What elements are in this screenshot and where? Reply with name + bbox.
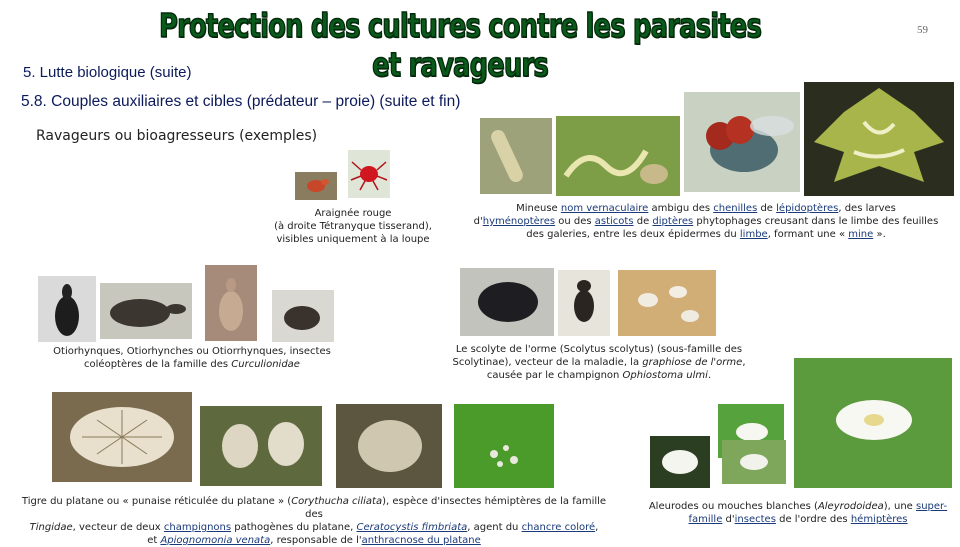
miner-text: , des larves bbox=[838, 203, 896, 214]
caption-scolyte-text: . bbox=[707, 370, 712, 381]
slide-title: Protection des cultures contre les parasites et ravageurs bbox=[158, 6, 762, 84]
link-asticots[interactable]: asticots bbox=[594, 216, 634, 227]
link-lepidopteres[interactable]: lépidoptères bbox=[776, 203, 839, 214]
link-chenilles[interactable]: chenilles bbox=[713, 203, 758, 214]
miner-text: de bbox=[633, 216, 653, 227]
caption-weevil-line2: coléoptères de la famille des bbox=[84, 359, 232, 370]
scolyte-1-photo bbox=[460, 268, 554, 336]
examples-heading: Ravageurs ou bioagresseurs (exemples) bbox=[36, 128, 318, 144]
miner-text: ambigu des bbox=[648, 203, 714, 214]
caption-tigre-family: Tingidae bbox=[29, 522, 73, 533]
tigre-2-photo bbox=[200, 406, 322, 486]
caption-miner bbox=[468, 202, 944, 241]
tigre-3-photo bbox=[336, 404, 442, 488]
link-ceratocystis[interactable]: Ceratocystis fimbriata bbox=[356, 522, 468, 533]
whitefly-4-photo bbox=[794, 358, 952, 488]
page-number: 59 bbox=[917, 24, 928, 36]
miner-text: de bbox=[757, 203, 777, 214]
link-limbe[interactable]: limbe bbox=[739, 229, 768, 240]
miner-text: , formant une « bbox=[767, 229, 849, 240]
miner-label: Mineuse bbox=[516, 203, 561, 214]
miner-text: ». bbox=[873, 229, 886, 240]
caption-weevil-line1: Otiorhynques, Otiorhynches ou Otiorrhynques, insectes bbox=[53, 346, 331, 357]
caption-scolyte-line1: Le scolyte de l'orme (Scolytus scolytus) (sous-famille des bbox=[455, 344, 743, 355]
caption-weevils bbox=[30, 345, 354, 371]
miner-text: d' bbox=[473, 216, 483, 227]
link-chancre-colore[interactable]: chancre coloré bbox=[521, 522, 596, 533]
subsection-heading: 5.8. Couples auxiliaires et cibles (prédateur – proie) (suite et fin) bbox=[21, 93, 461, 110]
caption-scolyte bbox=[446, 343, 752, 382]
caption-weevil-family: Curculionidae bbox=[231, 359, 300, 370]
link-super-famille[interactable]: super- bbox=[916, 501, 948, 512]
caption-aleurodes-text: Aleurodes ou mouches blanches ( bbox=[648, 501, 818, 512]
whitefly-3-photo bbox=[650, 436, 710, 488]
miner-text: ou des bbox=[555, 216, 595, 227]
weevil-3-photo bbox=[205, 265, 257, 341]
leaf-mine-photo bbox=[804, 82, 954, 196]
link-nom-vernaculaire[interactable]: nom vernaculaire bbox=[560, 203, 649, 214]
fly-photo bbox=[684, 92, 800, 192]
link-insectes[interactable]: insectes bbox=[734, 514, 776, 525]
link-apiognomonia[interactable]: Apiognomonia venata bbox=[160, 535, 271, 546]
caption-tigre-text: et bbox=[147, 535, 161, 546]
link-famille[interactable]: famille bbox=[688, 514, 723, 525]
caption-tigre-text: pathogènes du platane, bbox=[231, 522, 357, 533]
whitefly-5-photo bbox=[792, 488, 794, 490]
weevil-4-photo bbox=[272, 290, 334, 342]
mined-leaf-photo bbox=[556, 116, 680, 196]
caption-scolyte-text: causée par le champignon bbox=[486, 370, 623, 381]
caption-scolyte-text: Scolytinae), vecteur de la maladie, la bbox=[452, 357, 643, 368]
caption-aleurodes-taxon: Aleyrodoidea bbox=[817, 501, 884, 512]
caption-tigre bbox=[14, 495, 614, 547]
caption-tigre-text: , bbox=[595, 522, 599, 533]
caption-spider-line2: (à droite Tétranyque tisserand), bbox=[274, 221, 432, 232]
caption-tigre-text: Tigre du platane ou « punaise réticulée du platane » ( bbox=[21, 496, 292, 507]
link-champignons[interactable]: champignons bbox=[163, 522, 232, 533]
whitefly-2-photo bbox=[722, 440, 786, 484]
miner-text: des galeries, entre les deux épidermes du bbox=[526, 229, 740, 240]
caption-scolyte-disease: graphiose de l'orme bbox=[642, 357, 743, 368]
caption-tigre-text: , agent du bbox=[467, 522, 522, 533]
spider-mite-photo bbox=[295, 172, 337, 200]
caption-tigre-species: Corythucha ciliata bbox=[291, 496, 383, 507]
caption-aleurodes-text: ), une bbox=[883, 501, 916, 512]
caption-spider-line3: visibles uniquement à la loupe bbox=[276, 234, 430, 245]
link-hymenopteres[interactable]: hyménoptères bbox=[482, 216, 556, 227]
caption-tigre-text: , responsable de l' bbox=[270, 535, 362, 546]
miner-text: phytophages creusant dans le limbe des feuilles bbox=[693, 216, 939, 227]
tigre-4-photo bbox=[454, 404, 554, 488]
weevil-1-photo bbox=[38, 276, 96, 342]
weevil-2-photo bbox=[100, 283, 192, 339]
scolyte-2-photo bbox=[558, 270, 610, 336]
caption-tigre-text: ), espèce d'insectes hémiptères de la famille des bbox=[305, 496, 607, 520]
red-spider-photo bbox=[348, 150, 390, 198]
larva-photo bbox=[480, 118, 552, 194]
link-anthracnose[interactable]: anthracnose du platane bbox=[361, 535, 481, 546]
caption-scolyte-text: , bbox=[742, 357, 746, 368]
caption-spider-line1: Araignée rouge bbox=[314, 208, 392, 219]
caption-aleurodes bbox=[640, 500, 956, 526]
caption-tigre-text: , vecteur de deux bbox=[72, 522, 164, 533]
scolyte-3-photo bbox=[618, 270, 716, 336]
link-dipteres[interactable]: diptères bbox=[652, 216, 694, 227]
caption-scolyte-fungus: Ophiostoma ulmi bbox=[622, 370, 708, 381]
caption-aleurodes-text: d' bbox=[722, 514, 735, 525]
tigre-1-photo bbox=[52, 392, 192, 482]
caption-aleurodes-text: de l'ordre des bbox=[775, 514, 851, 525]
link-hemipteres[interactable]: hémiptères bbox=[850, 514, 908, 525]
caption-spider-mite bbox=[268, 207, 438, 246]
section-heading: 5. Lutte biologique (suite) bbox=[23, 64, 192, 81]
link-mine[interactable]: mine bbox=[848, 229, 874, 240]
